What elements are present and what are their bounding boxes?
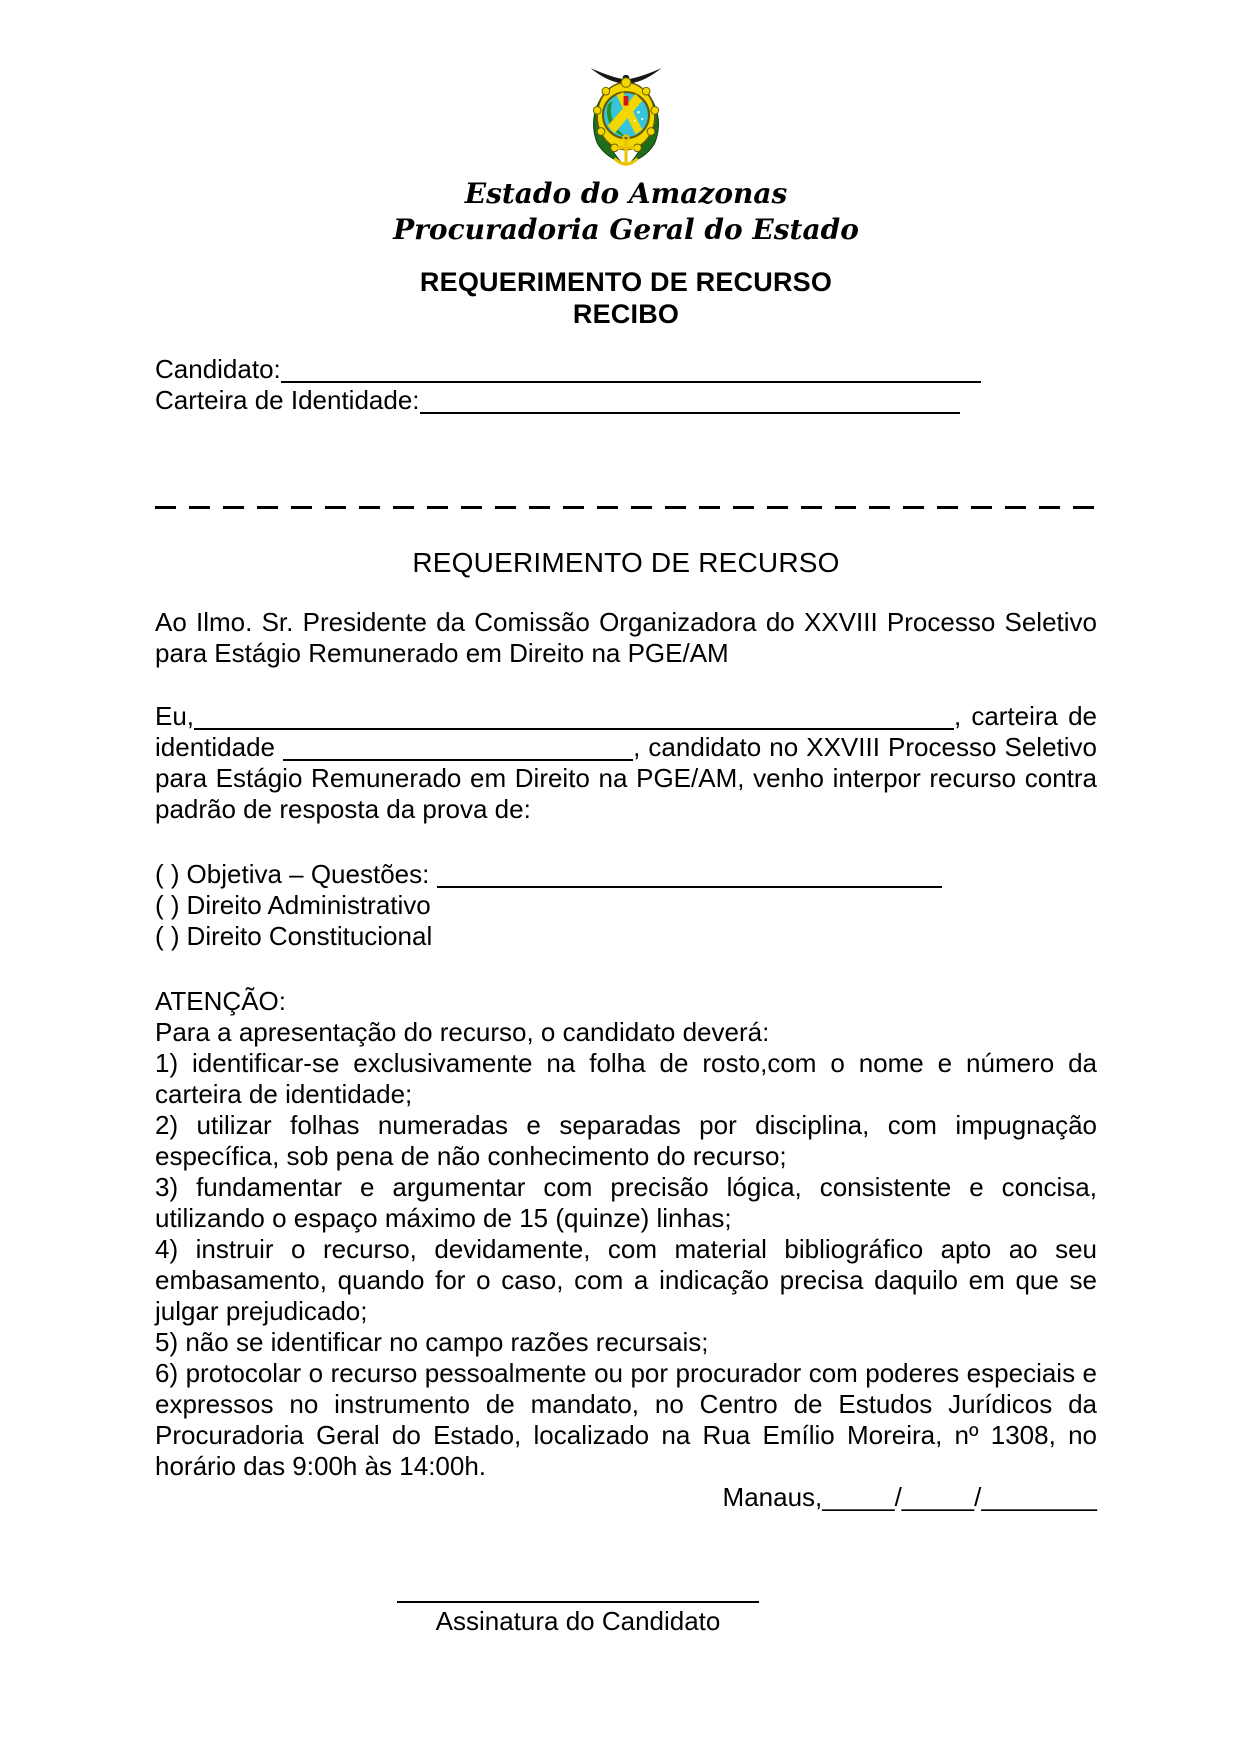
attention-item-1: 1) identificar-se exclusivamente na folha de rosto,com o nome e número da carteira de identidade; xyxy=(155,1048,1097,1109)
amazonas-coat-of-arms xyxy=(578,62,674,176)
identity-label: Carteira de Identidade: xyxy=(155,385,420,415)
recibo-title-line1: REQUERIMENTO DE RECURSO xyxy=(419,267,833,297)
attention-intro: Para a apresentação do recurso, o candidato deverá: xyxy=(155,1017,770,1047)
objetiva-questions-blank[interactable] xyxy=(437,880,942,888)
org-name-line2: Procuradoria Geral do Estado xyxy=(393,213,859,246)
declaration-seg1: Eu, xyxy=(155,701,195,731)
checkbox-objetiva[interactable]: ( ) xyxy=(155,859,180,889)
signature-label: Assinatura do Candidato xyxy=(435,1606,721,1636)
option-constitucional-label: Direito Constitucional xyxy=(186,921,433,951)
checkbox-direito-constitucional[interactable]: ( ) xyxy=(155,921,180,951)
tear-off-dashed-line xyxy=(155,506,1097,509)
attention-item-5: 5) não se identificar no campo razões recursais; xyxy=(155,1327,709,1357)
option-objetiva-row xyxy=(155,859,1097,890)
recibo-fields xyxy=(155,354,1097,416)
candidate-label: Candidato: xyxy=(155,354,281,384)
declaration-seg3: , candidato no XXVIII Processo Seletivo para Estágio Remunerado em Direito na PGE/AM, venho interpor recurso contra padrão de resposta da prova de: xyxy=(155,732,1097,824)
signature-line[interactable] xyxy=(397,1601,759,1603)
recibo-title-line2: RECIBO xyxy=(572,299,680,329)
option-administrativo-row xyxy=(155,890,1097,921)
date-line[interactable]: Manaus,_____/_____/________ xyxy=(722,1482,1097,1512)
declaration-name-blank[interactable] xyxy=(194,722,954,730)
attention-section xyxy=(155,986,1097,1482)
option-objetiva-label: Objetiva – Questões: xyxy=(186,859,430,889)
candidate-field-row xyxy=(155,354,1097,385)
request-title: REQUERIMENTO DE RECURSO xyxy=(412,547,840,578)
declaration-paragraph xyxy=(155,701,1097,825)
attention-item-3: 3) fundamentar e argumentar com precisão lógica, consistente e concisa, utilizando o espaço máximo de 15 (quinze) linhas; xyxy=(155,1172,1097,1233)
option-administrativo-label: Direito Administrativo xyxy=(186,890,431,920)
attention-title: ATENÇÃO: xyxy=(155,986,286,1016)
attention-item-2: 2) utilizar folhas numeradas e separadas por disciplina, com impugnação específica, sob pena de não conhecimento do recurso; xyxy=(155,1110,1097,1171)
identity-blank[interactable] xyxy=(420,406,960,414)
declaration-seg2: , carteira de identidade xyxy=(155,701,1097,762)
candidate-blank[interactable] xyxy=(281,375,981,383)
addressee-paragraph: Ao Ilmo. Sr. Presidente da Comissão Organizadora do XXVIII Processo Seletivo para Estágio Remunerado em Direito na PGE/AM xyxy=(155,607,1097,668)
attention-item-4: 4) instruir o recurso, devidamente, com material bibliográfico apto ao seu embasamento, quando for o caso, com a indicação precisa daquilo em que se julgar prejudicado; xyxy=(155,1234,1097,1326)
identity-field-row xyxy=(155,385,1097,416)
checkbox-direito-administrativo[interactable]: ( ) xyxy=(155,890,180,920)
attention-item-6: 6) protocolar o recurso pessoalmente ou por procurador com poderes especiais e expressos no instrumento de mandato, no Centro de Estudos Jurídicos da Procuradoria Geral do Estado, localizado na Rua Emílio Moreira, nº 1308, no horário das 9:00h às 14:00h. xyxy=(155,1358,1097,1481)
org-name-line1: Estado do Amazonas xyxy=(464,177,788,210)
signature-block xyxy=(397,1601,759,1637)
declaration-identity-blank[interactable] xyxy=(283,753,633,761)
option-list xyxy=(155,859,1097,952)
option-constitucional-row xyxy=(155,921,1097,952)
